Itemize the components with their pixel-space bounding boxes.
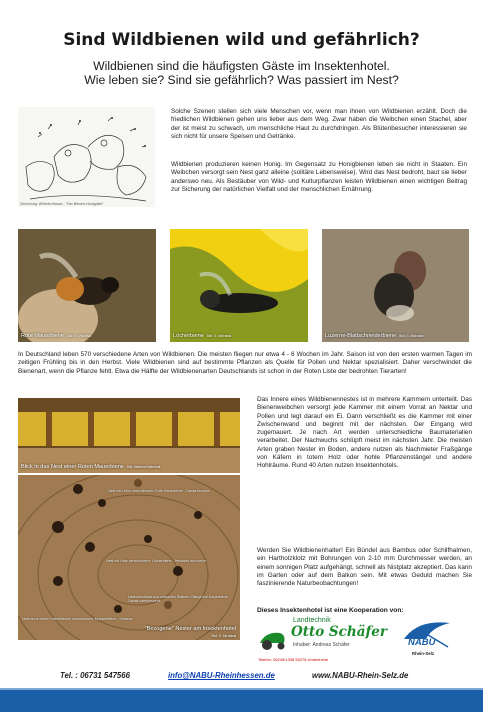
- species-paragraph: In Deutschland leben 570 verschiedene Arten von Wildbienen. Die meisten fliegen nur etwa 4 - 6 Wochen im Jahr. Saison ist von den ersten warmen Tagen im zeitigen Frühling bis in den Herbst. Viele Wildbienen sind auf bestimmte Pflanzen als Quelle für Pollen und Nektar spezialisiert. Daher verschwindet die Bienenart, wenn die Pflanze fehlt. Etwa die Hälfte der Wildbienenarten Deutschlands ist schon in der Roten Liste der bedrohten Tierarten!: [18, 351, 472, 375]
- sponsor-owner: Inhaber: Andreas Schäfer: [293, 642, 350, 648]
- caption-credit: Bild: G. Michalski: [399, 334, 424, 338]
- sponsor-phone: Telefon: 06249/1338 55278 Undenheim: [258, 657, 329, 662]
- page-title: Sind Wildbienen wild und gefährlich?: [63, 30, 420, 50]
- nabu-region: Rhein-Selz: [412, 651, 434, 656]
- intro-paragraph: Solche Szenen stellen sich viele Menschen vor, wenn man ihnen von Wildbienen erzählt. Doch die friedlichen Wildbienen gehen uns lieber aus dem Weg. Zwar haben die Weibchen einen Stachel, aber der ist meist zu schwach, um menschliche Haut zu durchdringen. Als Blütenbesucher interessieren sie sich nicht für unsere Speisen und Getränke.: [171, 108, 467, 140]
- cartoon-image: [18, 107, 155, 207]
- caption-text: Rote Mauerbiene: [21, 333, 64, 339]
- subtitle-line-1: Wildbienen sind die häufigsten Gäste im Insektenhotel.: [93, 59, 390, 73]
- photo-nest-rote-mauerbiene: [18, 398, 240, 473]
- footer-line: [0, 688, 483, 690]
- photo-loecherbiene: [170, 229, 308, 342]
- contact-phone: Tel. : 06731 547566: [60, 671, 130, 680]
- wood-illustration: [18, 475, 240, 640]
- nest-label-maskenbiene: Nest durch einen Sekretdeckel verschlossen: Maskenbiene - Hylaeus: [22, 617, 133, 621]
- keeper-paragraph: Werden Sie Wildbienenhalter! Ein Bündel aus Bambus oder Schilfhalmen, ein Hartholzklotz mit Bohrungen von 2-10 mm Durchmesser werden, an einem sonnigen Platz aufgehängt, schnell als Nistplatz akzeptiert. Das kann im Garten oder auf dem Balkon sein. Mit etwas Geduld machen Sie faszinierende Naturbeobachtungen!: [257, 547, 472, 588]
- caption-text: Luzerne-Blattschneiderbiene: [325, 333, 397, 339]
- nabu-name: NABU: [408, 637, 436, 648]
- sponsor-label: Landtechnik: [293, 617, 331, 624]
- page-subtitle: [30, 59, 453, 87]
- contact-email-link[interactable]: info@NABU-Rheinhessen.de: [168, 671, 275, 680]
- caption-credit: Bild: G. Michalski: [206, 334, 232, 338]
- caption-text: "Bezogene" Nester am Insektenhotel: [144, 626, 236, 632]
- photo-caption: [173, 333, 231, 339]
- sponsor-logo-otto-schaefer: [258, 617, 387, 667]
- bee-illustration: [18, 229, 156, 342]
- photo-caption: [21, 464, 160, 470]
- nest-illustration: [18, 398, 240, 473]
- nest-paragraph: Das Innere eines Wildbienennestes ist in mehrere Kammern unterteilt. Das Bienenweibchen versorgt jede Kammer mit einem Vorrat an Nektar und Pollen und legt darauf ein Ei. Dann verschließt es die Kammer mit einer Zwischenwand und beginnt mit der nächsten. Der Eingang wird zugemauert. Je nach Art werden unterschiedliche Baumaterialien verarbeitet. Der Nachwuchs schlüpft meist im nächsten Jahr. Die meisten Arten graben Nester im Boden, andere nutzen als Nachmieter Fraßgänge von Käfern in totem Holz oder hohle Pflanzenstängel und andere Hohlräume. Rund 40 Arten nutzen Insektenhotels.: [257, 396, 472, 470]
- caption-credit: Bild: G. Michalski: [66, 334, 92, 338]
- photo-caption: [325, 333, 424, 339]
- photo-caption: [145, 626, 236, 632]
- photo-caption: [21, 333, 91, 339]
- nabu-logo: [398, 617, 453, 659]
- caption-text: Löcherbiene: [173, 333, 204, 339]
- caption-text: Blick in das Nest einer Roten Mauerbiene: [21, 464, 124, 470]
- cooperation-heading: Dieses Insektenhotel ist eine Kooperation von:: [257, 607, 404, 614]
- nest-label-mauerbiene: Nest mit Lehm verschlossen: Rote Mauerbiene - Osmia bicornis: [108, 489, 210, 493]
- honey-paragraph: Wildbienen produzieren keinen Honig. Im Gegensatz zu Honigbienen leben sie nicht in Staaten. Ein Weibchen versorgt sein Nest ganz alleine (solitäre Lebensweise). Wird das Nest bedroht, baut sie lieber anderswo neu. Als Bestäuber von Wild- und Kulturpflanzen leisten Wildbienen einen wichtigen Beitrag zur Sicherung der natürlichen Vielfalt und der menschlichen Ernährung.: [171, 161, 467, 193]
- photo-rote-mauerbiene: [18, 229, 156, 342]
- bee-illustration: [170, 229, 308, 342]
- caption-credit: Bild: Manfred Hölterhoff: [126, 465, 161, 469]
- footer-bar: [0, 688, 483, 712]
- nest-label-blaugruene-mauerbiene: Nestverschluss aus zerkauten Blättern: Blaugrüne Mauerbiene - Osmia caerulescens: [128, 595, 230, 604]
- cartoon-drawing: [18, 107, 155, 207]
- photo-insektenhotel-nester: [18, 475, 240, 640]
- tractor-icon: [258, 625, 288, 651]
- photo-luzerne-blattschneiderbiene: [322, 229, 469, 342]
- cartoon-caption: Zeichnung: Wilhelm Busch - "Der Bienen-Honigdieb": [20, 202, 104, 206]
- subtitle-line-2: Wie leben sie? Sind sie gefährlich? Was passiert im Nest?: [84, 73, 399, 87]
- nest-label-loecherbiene: Nest mit Harz verschlossen: Löcherbiene - Heriades truncorum: [106, 559, 207, 563]
- sponsor-name: Otto Schäfer: [291, 624, 387, 640]
- caption-credit: Bild: G. Michalski: [211, 634, 236, 638]
- contact-website: www.NABU-Rhein-Selz.de: [312, 671, 409, 680]
- bee-illustration: [322, 229, 469, 342]
